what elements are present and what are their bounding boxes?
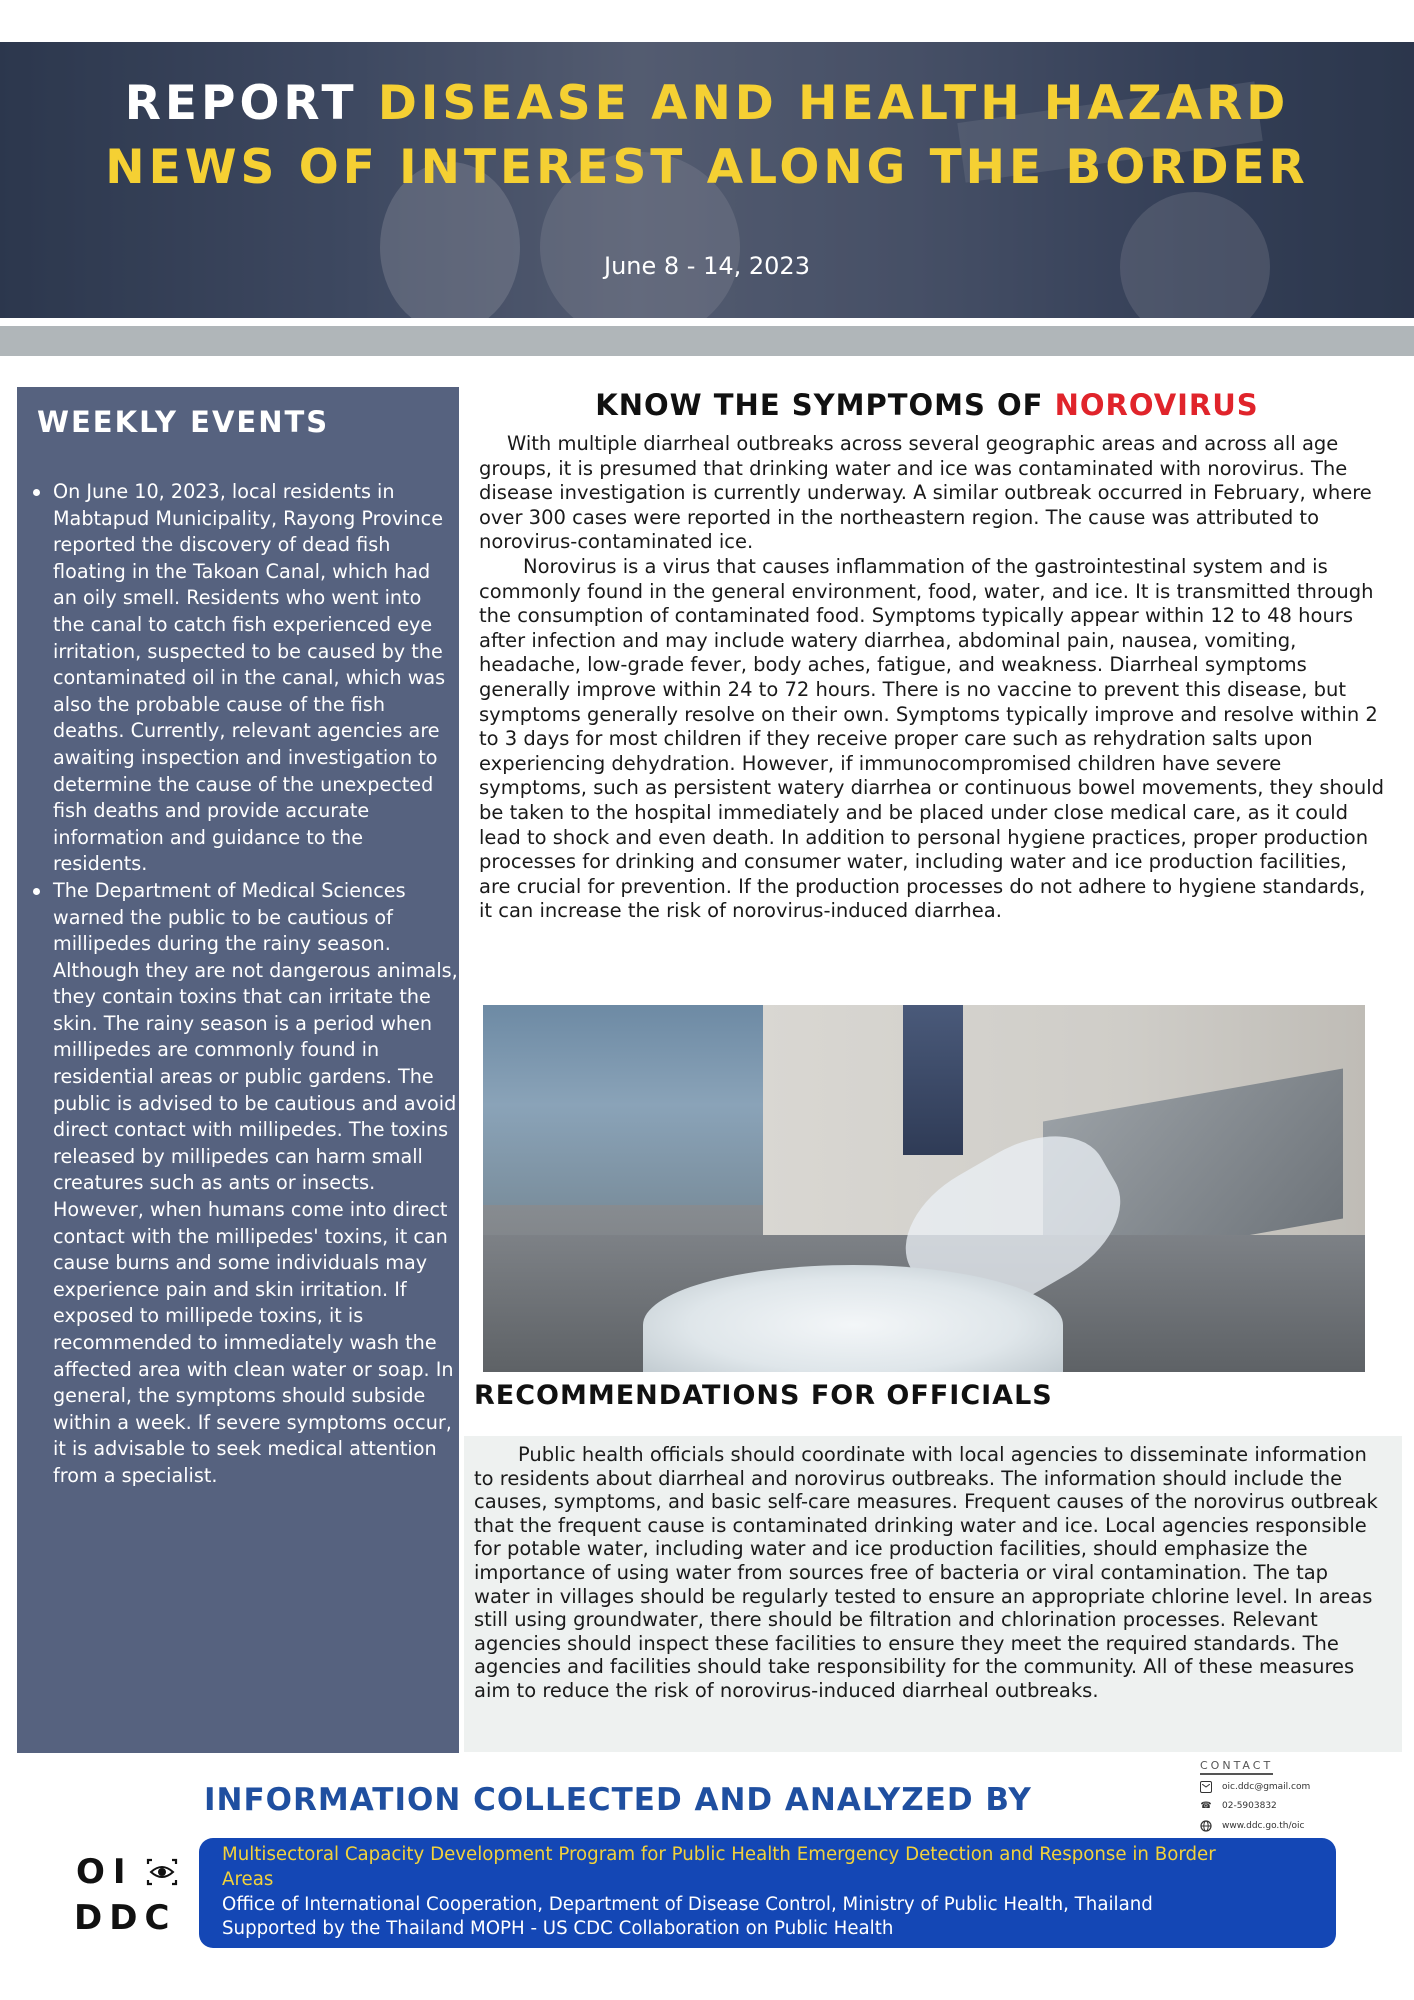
article-body (479, 432, 1384, 924)
phone-icon: ☎ (1200, 1801, 1212, 1811)
weekly-events-list (33, 479, 458, 1490)
report-label: REPORT (124, 76, 378, 131)
report-title-highlight: DISEASE AND HEALTH HAZARD (377, 76, 1290, 131)
contact-website[interactable] (1200, 1820, 1305, 1832)
recommendations-body: Public health officials should coordinate with local agencies to disseminate information to residents about diarrheal and norovirus outbreaks. The information should include the causes, symptoms, and basic self-care measures. Frequent causes of the norovirus outbreak that the frequent cause is contaminated drinking water and ice. Local agencies responsible for potable water, including water and ice production facilities, should emphasize the importance of using water from sources free of bacteria or viral contamination. The tap water in villages should be regularly tested to ensure an appropriate chlorine level. In areas still using groundwater, there should be filtration and chlorination processes. Relevant agencies should inspect these facilities to ensure they meet the required standards. The agencies and facilities should take responsibility for the community. All of these measures aim to reduce the risk of norovirus-induced diarrheal outbreaks. (474, 1443, 1378, 1702)
contact-phone-text[interactable]: 02-5903832 (1222, 1801, 1277, 1811)
header-banner (0, 42, 1414, 318)
office-name: Office of International Cooperation, Department of Disease Control, Ministry of Public Health, Thailand (222, 1893, 1153, 1915)
oi-ddc-logo (74, 1852, 184, 1942)
photo-cloth (903, 1005, 963, 1155)
article-paragraph: Norovirus is a virus that causes inflammation of the gastrointestinal system and is commonly found in the general environment, food, water, and ice. It is transmitted through the consumption of contaminated food. Symptoms typically appear within 12 to 48 hours after infection and may include watery diarrhea, abdominal pain, nausea, vomiting, headache, low-grade fever, body aches, fatigue, and weakness. Diarrheal symptoms generally improve within 24 to 72 hours. There is no vaccine to prevent this disease, but symptoms generally resolve on their own. Symptoms typically improve and resolve within 2 to 3 days for most children if they receive proper care such as rehydration salts upon experiencing dehydration. However, if immunocompromised children have severe symptoms, such as persistent watery diarrhea or continuous bowel movements, they should be taken to the hospital immediately and be placed under close medical care, as it could lead to shock and even death. In addition to personal hygiene practices, proper production processes for drinking and consumer water, including water and ice production facilities, are crucial for prevention. If the production processes do not adhere to hygiene standards, it can increase the risk of norovirus-induced diarrhea. (479, 554, 1384, 923)
report-title-line1 (0, 76, 1414, 131)
report-date: June 8 - 14, 2023 (604, 252, 810, 280)
eye-icon (146, 1858, 178, 1886)
globe-icon (1200, 1820, 1212, 1832)
article-paragraph: With multiple diarrheal outbreaks across several geographic areas and across all age groups, it is presumed that drinking water and ice was contaminated with norovirus. The disease investigation is currently underway. A similar outbreak occurred in February, where over 300 cases were reported in the northeastern region. The cause was attributed to norovirus-contaminated ice. (479, 432, 1372, 554)
header-divider (0, 326, 1414, 356)
event-item: The Department of Medical Sciences warned the public to be cautious of millipedes during the rainy season. Although they are not dangerous animals, they contain toxins that can irritate the skin. The rainy season is a period when millipedes are commonly found in residential areas or public gardens. The public is advised to be cautious and avoid direct contact with millipedes. The toxins released by millipedes can harm small creatures such as ants or insects. However, when humans come into direct contact with the millipedes' toxins, it can cause burns and some individuals may experience pain and skin irritation. If exposed to millipede toxins, it is recommended to immediately wash the affected area with clean water or soap. In general, the symptoms should subside within a week. If severe symptoms occur, it is advisable to seek medical attention from a specialist. (33, 878, 458, 1490)
logo-ddc-text: DDC (74, 1898, 177, 1938)
report-title-line2: NEWS OF INTEREST ALONG THE BORDER (105, 140, 1309, 195)
weekly-events-title: WEEKLY EVENTS (37, 405, 330, 439)
article-title-prefix: KNOW THE SYMPTOMS OF (595, 388, 1055, 422)
ice-production-photo (483, 1005, 1365, 1372)
mail-icon (1200, 1781, 1212, 1793)
article-title (470, 388, 1384, 422)
program-info-text (222, 1843, 1227, 1942)
program-name: Multisectoral Capacity Development Program for Public Health Emergency Detection and Response in Border Areas (222, 1844, 1216, 1890)
contact-phone[interactable] (1200, 1800, 1277, 1812)
event-item: On June 10, 2023, local residents in Mabtapud Municipality, Rayong Province reported the discovery of dead fish floating in the Takoan Canal, which had an oily smell. Residents who went into the canal to catch fish experienced eye irritation, suspected to be caused by the contaminated oil in the canal, which was also the probable cause of the fish deaths. Currently, relevant agencies are awaiting inspection and investigation to determine the cause of the unexpected fish deaths and provide accurate information and guidance to the residents. (33, 479, 458, 878)
photo-window (483, 1005, 763, 1205)
article-title-highlight: NOROVIRUS (1054, 388, 1259, 422)
weekly-events-panel (17, 387, 459, 1753)
contact-email[interactable] (1200, 1781, 1310, 1793)
contact-website-link[interactable]: www.ddc.go.th/oic (1222, 1821, 1305, 1831)
logo-oi-text: OI (76, 1852, 134, 1892)
recommendations-title: RECOMMENDATIONS FOR OFFICIALS (474, 1380, 1053, 1411)
contact-label: CONTACT (1200, 1759, 1273, 1775)
info-collected-title: INFORMATION COLLECTED AND ANALYZED BY (204, 1782, 1032, 1818)
contact-email-text[interactable]: oic.ddc@gmail.com (1222, 1782, 1311, 1792)
support-note: Supported by the Thailand MOPH - US CDC Collaboration on Public Health (222, 1918, 894, 1940)
